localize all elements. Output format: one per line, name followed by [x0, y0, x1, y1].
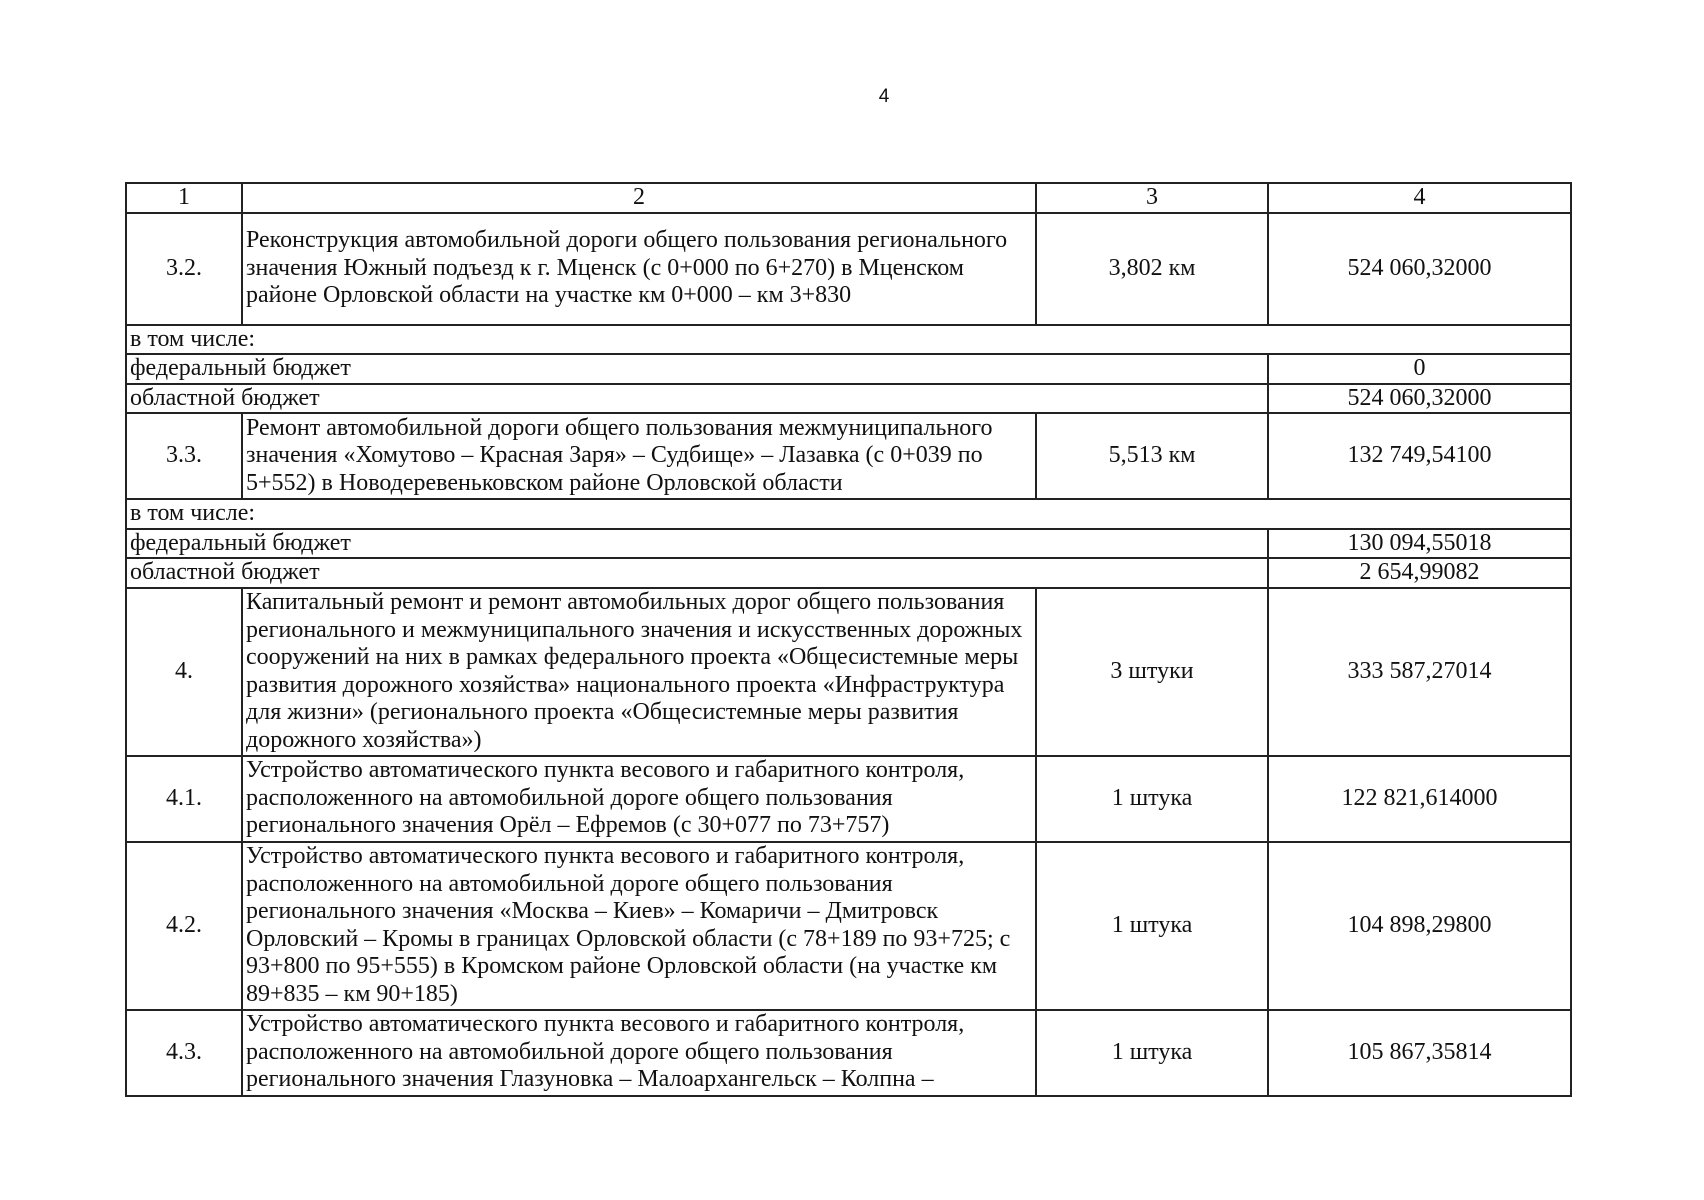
- row-description: Капитальный ремонт и ремонт автомобильных дорог общего пользования регионального и межмуниципального значения и искусственных дорожных сооружений на них в рамках федерального проекта «Общесистемные меры развития дорожного хозяйства» национального проекта «Инфраструктура для жизни» (регионального проекта «Общесистемные меры развития дорожного хозяйства»): [242, 588, 1036, 756]
- budget-table: [125, 182, 1572, 1097]
- budget-row: [126, 384, 1571, 414]
- row-number: 4.3.: [126, 1010, 242, 1096]
- row-number: 4.1.: [126, 756, 242, 842]
- table-row: [126, 756, 1571, 842]
- row-description: Устройство автоматического пункта весового и габаритного контроля, расположенного на автомобильной дороге общего пользования регионального значения Глазуновка – Малоархангельск – Колпна –: [242, 1010, 1036, 1096]
- table-header-row: [126, 183, 1571, 213]
- budget-label: федеральный бюджет: [126, 529, 1268, 559]
- row-number: 4.: [126, 588, 242, 756]
- budget-amount: 130 094,55018: [1268, 529, 1571, 559]
- row-number: 3.3.: [126, 413, 242, 499]
- budget-row: [126, 354, 1571, 384]
- page-number: 4: [878, 86, 890, 107]
- row-number: 4.2.: [126, 842, 242, 1010]
- row-quantity: 3 штуки: [1036, 588, 1268, 756]
- table-row: [126, 413, 1571, 499]
- row-quantity: 1 штука: [1036, 842, 1268, 1010]
- subtotal-row: [126, 499, 1571, 529]
- row-description: Устройство автоматического пункта весового и габаритного контроля, расположенного на автомобильной дороге общего пользования регионального значения «Москва – Киев» – Комаричи – Дмитровск Орловский – Кромы в границах Орловской области (с 78+189 по 93+725; с 93+800 по 95+555) в Кромском районе Орловской области (на участке км 89+835 – км 90+185): [242, 842, 1036, 1010]
- row-amount: 122 821,614000: [1268, 756, 1571, 842]
- header-col-1: 1: [126, 183, 242, 213]
- row-quantity: 1 штука: [1036, 1010, 1268, 1096]
- row-quantity: 5,513 км: [1036, 413, 1268, 499]
- budget-amount: 0: [1268, 354, 1571, 384]
- budget-amount: 524 060,32000: [1268, 384, 1571, 414]
- subtotal-row: [126, 325, 1571, 355]
- row-description: Реконструкция автомобильной дороги общего пользования регионального значения Южный подъезд к г. Мценск (с 0+000 по 6+270) в Мценском районе Орловской области на участке км 0+000 – км 3+830: [242, 213, 1036, 325]
- header-col-4: 4: [1268, 183, 1571, 213]
- row-amount: 333 587,27014: [1268, 588, 1571, 756]
- budget-label: областной бюджет: [126, 384, 1268, 414]
- table-row: [126, 588, 1571, 756]
- row-amount: 105 867,35814: [1268, 1010, 1571, 1096]
- row-amount: 132 749,54100: [1268, 413, 1571, 499]
- budget-label: областной бюджет: [126, 558, 1268, 588]
- table-row: [126, 1010, 1571, 1096]
- budget-label: федеральный бюджет: [126, 354, 1268, 384]
- subtotal-label: в том числе:: [126, 325, 1571, 355]
- row-amount: 104 898,29800: [1268, 842, 1571, 1010]
- budget-row: [126, 558, 1571, 588]
- row-quantity: 1 штука: [1036, 756, 1268, 842]
- table-row: [126, 213, 1571, 325]
- row-quantity: 3,802 км: [1036, 213, 1268, 325]
- header-col-2: 2: [242, 183, 1036, 213]
- row-description: Ремонт автомобильной дороги общего пользования межмуниципального значения «Хомутово – Красная Заря» – Судбище» – Лазавка (с 0+039 по 5+552) в Новодеревеньковском районе Орловской области: [242, 413, 1036, 499]
- header-col-3: 3: [1036, 183, 1268, 213]
- row-amount: 524 060,32000: [1268, 213, 1571, 325]
- row-description: Устройство автоматического пункта весового и габаритного контроля, расположенного на автомобильной дороге общего пользования регионального значения Орёл – Ефремов (с 30+077 по 73+757): [242, 756, 1036, 842]
- subtotal-label: в том числе:: [126, 499, 1571, 529]
- budget-amount: 2 654,99082: [1268, 558, 1571, 588]
- row-number: 3.2.: [126, 213, 242, 325]
- budget-row: [126, 529, 1571, 559]
- table-row: [126, 842, 1571, 1010]
